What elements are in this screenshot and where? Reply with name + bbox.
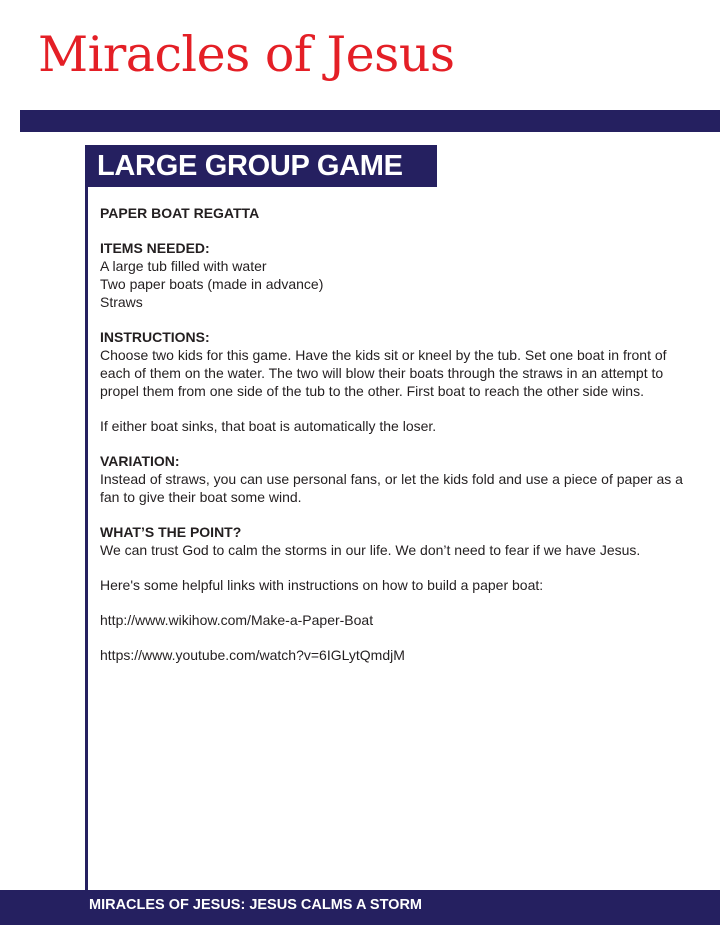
instructions-heading: INSTRUCTIONS: — [100, 329, 210, 345]
youtube-link[interactable]: https://www.youtube.com/watch?v=6IGLytQmdjM — [100, 647, 405, 663]
list-item: Straws — [100, 294, 143, 310]
page-title: Miracles of Jesus — [38, 26, 455, 83]
wikihow-link[interactable]: http://www.wikihow.com/Make-a-Paper-Boat — [100, 612, 374, 628]
game-name: PAPER BOAT REGATTA — [100, 205, 260, 221]
sink-rule-block — [100, 417, 700, 435]
variation-block — [100, 452, 700, 506]
footer-text: MIRACLES OF JESUS: JESUS CALMS A STORM — [89, 897, 422, 913]
left-margin-rule — [85, 150, 88, 895]
links-intro-text: Here's some helpful links with instructions on how to build a paper boat: — [100, 577, 544, 593]
link-block-2 — [100, 646, 700, 664]
game-content — [100, 204, 700, 681]
items-heading: ITEMS NEEDED: — [100, 240, 210, 256]
point-block — [100, 523, 700, 559]
instructions-text: Choose two kids for this game. Have the kids sit or kneel by the tub. Set one boat in front of each of them on the water. The two will blow their boats through the straws in an attempt to propel them from one side of the tub to the other. First boat to reach the other side wins. — [100, 347, 667, 399]
section-heading: LARGE GROUP GAME — [85, 145, 437, 187]
list-item: Two paper boats (made in advance) — [100, 276, 324, 292]
sink-rule-text: If either boat sinks, that boat is automatically the loser. — [100, 418, 437, 434]
list-item: A large tub filled with water — [100, 258, 267, 274]
variation-text: Instead of straws, you can use personal fans, or let the kids fold and use a piece of paper as a fan to give their boat some wind. — [100, 471, 683, 505]
link-block-1 — [100, 611, 700, 629]
game-name-block — [100, 204, 700, 222]
instructions-block — [100, 328, 700, 400]
header-divider-bar — [20, 110, 720, 132]
point-text: We can trust God to calm the storms in our life. We don’t need to fear if we have Jesus. — [100, 542, 641, 558]
items-block — [100, 239, 700, 311]
variation-heading: VARIATION: — [100, 453, 180, 469]
links-intro-block — [100, 576, 700, 594]
point-heading: WHAT’S THE POINT? — [100, 524, 242, 540]
